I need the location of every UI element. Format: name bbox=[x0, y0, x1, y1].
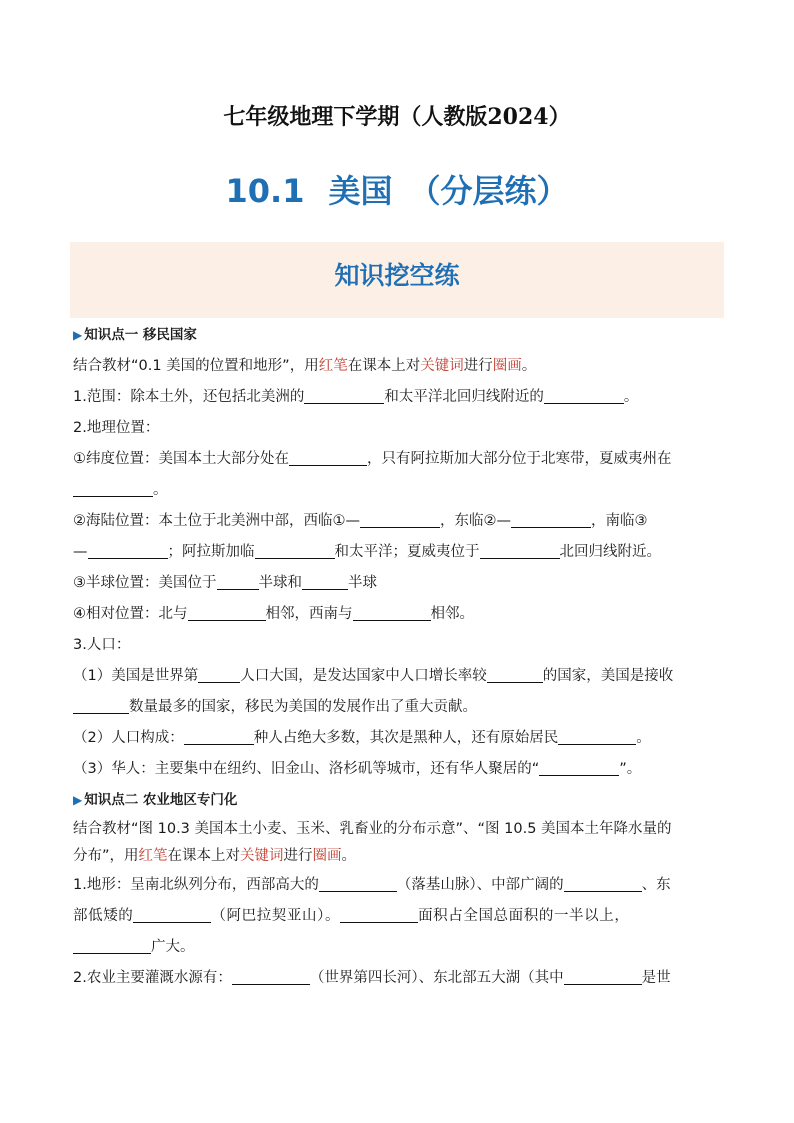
fill-blank[interactable] bbox=[544, 387, 624, 404]
location-heading: 2.地理位置： bbox=[73, 420, 160, 436]
k2-intro-2: 分布”，用红笔在课本上对关键词进行圈画。 bbox=[73, 848, 357, 864]
population-line-1: （1）美国是世界第 人口大国，是发达国家中人口增长率较 的国家，美国是接收 bbox=[73, 668, 674, 684]
fill-blank[interactable] bbox=[353, 604, 431, 621]
lesson-name: 美国 （分层练） bbox=[328, 172, 569, 210]
terrain-line: 1.地形：呈南北纵列分布，西部高大的 （落基山脉）、中部广阔的 、东 bbox=[73, 877, 671, 893]
triangle-bullet-icon: ▶ bbox=[73, 793, 83, 807]
latitude-line-cont: 。 bbox=[73, 475, 723, 506]
fill-blank[interactable] bbox=[564, 968, 642, 985]
fill-blank[interactable] bbox=[188, 604, 266, 621]
fill-blank[interactable] bbox=[564, 875, 642, 892]
fill-blank[interactable] bbox=[232, 968, 310, 985]
population-heading: 3.人口： bbox=[73, 637, 131, 653]
fill-blank[interactable] bbox=[73, 937, 151, 954]
fill-blank[interactable] bbox=[539, 759, 619, 776]
population-line-2: （2）人口构成： 种人占绝大多数，其次是黑种人，还有原始居民 。 bbox=[73, 730, 651, 746]
population-line-3: （3）华人：主要集中在纽约、旧金山、洛杉矶等城市，还有华人聚居的“ ”。 bbox=[73, 761, 642, 777]
scope-line: 1.范围：除本土外，还包括北美洲的 和太平洋北回归线附近的 。 bbox=[73, 389, 639, 405]
fill-blank[interactable] bbox=[304, 387, 384, 404]
worksheet-body bbox=[73, 320, 723, 994]
terrain-line-cont: 部低矮的 （阿巴拉契亚山）。 面积占全国总面积的一半以上， bbox=[73, 908, 630, 924]
fill-blank[interactable] bbox=[302, 573, 348, 590]
fill-blank[interactable] bbox=[480, 542, 560, 559]
fill-blank[interactable] bbox=[73, 480, 153, 497]
fill-blank[interactable] bbox=[360, 511, 440, 528]
fill-blank[interactable] bbox=[558, 728, 636, 745]
fill-blank[interactable] bbox=[319, 875, 397, 892]
fill-blank[interactable] bbox=[198, 666, 240, 683]
fill-blank[interactable] bbox=[88, 542, 168, 559]
section-banner-title: 知识挖空练 bbox=[334, 261, 460, 290]
knowledge-point-1-heading: ▶ 知识点一 移民国家 bbox=[73, 327, 197, 343]
fill-blank[interactable] bbox=[184, 728, 254, 745]
subject-title: 七年级地理下学期（人教版2024） bbox=[223, 104, 571, 130]
fill-blank[interactable] bbox=[511, 511, 591, 528]
fill-blank[interactable] bbox=[255, 542, 335, 559]
population-line-1-cont: 数量最多的国家，移民为美国的发展作出了重大贡献。 bbox=[73, 692, 723, 723]
knowledge-point-2-heading: ▶ 知识点二 农业地区专门化 bbox=[73, 792, 238, 808]
triangle-bullet-icon: ▶ bbox=[73, 328, 83, 342]
irrigation-line: 2.农业主要灌溉水源有： （世界第四长河）、东北部五大湖（其中 是世 bbox=[73, 970, 671, 986]
fill-blank[interactable] bbox=[133, 906, 211, 923]
k1-intro: 结合教材“0.1 美国的位置和地形”，用红笔在课本上对关键词进行圈画。 bbox=[73, 358, 537, 374]
lesson-number: 10.1 bbox=[225, 172, 305, 210]
sea-land-line-cont: — ；阿拉斯加临 和太平洋；夏威夷位于 北回归线附近。 bbox=[73, 544, 661, 560]
fill-blank[interactable] bbox=[340, 906, 418, 923]
latitude-line: ①纬度位置：美国本土大部分处在 ，只有阿拉斯加大部分位于北寒带，夏威夷州在 bbox=[73, 451, 672, 467]
fill-blank[interactable] bbox=[289, 449, 367, 466]
sea-land-line: ②海陆位置：本土位于北美洲中部，西临①— ，东临②— ，南临③ bbox=[73, 513, 648, 529]
lesson-title bbox=[0, 166, 794, 212]
fill-blank[interactable] bbox=[73, 697, 129, 714]
relative-location-line: ④相对位置：北与 相邻，西南与 相邻。 bbox=[73, 606, 474, 622]
fill-blank[interactable] bbox=[487, 666, 543, 683]
terrain-line-cont-2: 广大。 bbox=[73, 932, 723, 963]
hemisphere-line: ③半球位置：美国位于 半球和 半球 bbox=[73, 575, 377, 591]
k2-intro-1: 结合教材“图 10.3 美国本土小麦、玉米、乳畜业的分布示意”、“图 10.5 美国本土年降水量的 bbox=[73, 821, 672, 837]
fill-blank[interactable] bbox=[217, 573, 259, 590]
